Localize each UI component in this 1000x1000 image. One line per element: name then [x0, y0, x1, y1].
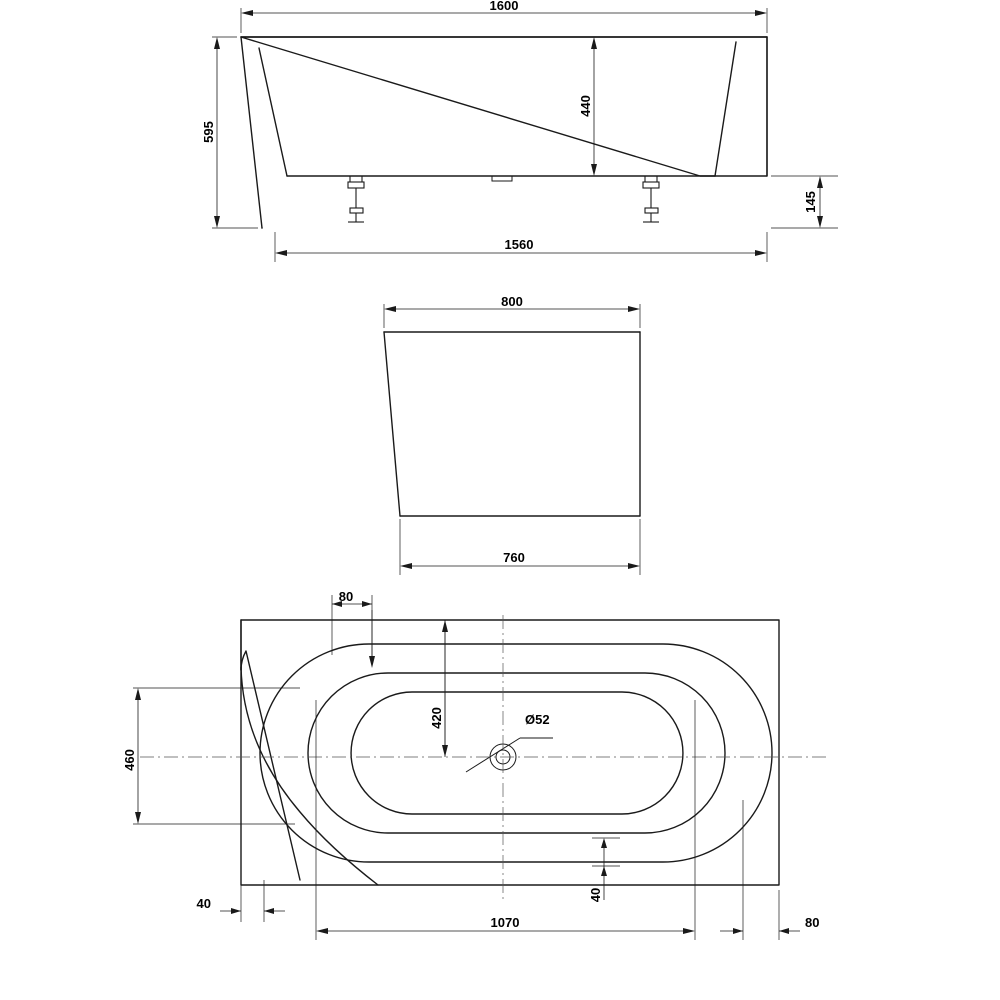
front-elevation-view [201, 0, 838, 262]
side-elevation-view [384, 294, 640, 575]
support-legs [348, 176, 659, 222]
dim-label-760: 760 [503, 550, 525, 565]
dim-label-460: 460 [122, 749, 137, 771]
dim-label-1560: 1560 [504, 237, 534, 252]
dim-label-420: 420 [429, 707, 444, 729]
dim-side-bottom-width [400, 519, 640, 575]
dim-label-1070: 1070 [490, 915, 520, 930]
dim-front-foot-height [771, 176, 838, 228]
dim-front-base-width [275, 232, 767, 262]
dim-label-440: 440 [578, 95, 593, 117]
dim-front-inner-depth [578, 37, 600, 176]
dim-label-40-left: 40 [196, 896, 211, 911]
dim-plan-inner-length [316, 700, 695, 940]
dim-label-800: 800 [501, 294, 523, 309]
drain-hole [466, 712, 553, 772]
dim-plan-half-width [122, 688, 300, 824]
dim-side-top-width [384, 294, 640, 328]
dim-label-80-top: 80 [338, 589, 354, 604]
dim-front-overall-height [201, 37, 258, 228]
dim-label-595: 595 [201, 121, 216, 143]
dim-label-1600: 1600 [489, 0, 519, 13]
dim-label-145: 145 [803, 191, 818, 213]
dim-plan-inner-width [429, 620, 448, 757]
dim-front-overall-width [241, 0, 767, 33]
dim-label-80-right: 80 [805, 915, 820, 930]
dim-label-drain: Ø52 [525, 712, 550, 727]
dim-label-40-bottom: 40 [588, 887, 603, 903]
dim-plan-rim-top-offset [332, 589, 375, 668]
top-plan-view [122, 589, 830, 940]
dim-plan-rim-right-offset [720, 800, 819, 940]
dim-plan-rim-left-offset [197, 880, 285, 922]
dim-plan-rim-bottom-offset [588, 838, 620, 902]
